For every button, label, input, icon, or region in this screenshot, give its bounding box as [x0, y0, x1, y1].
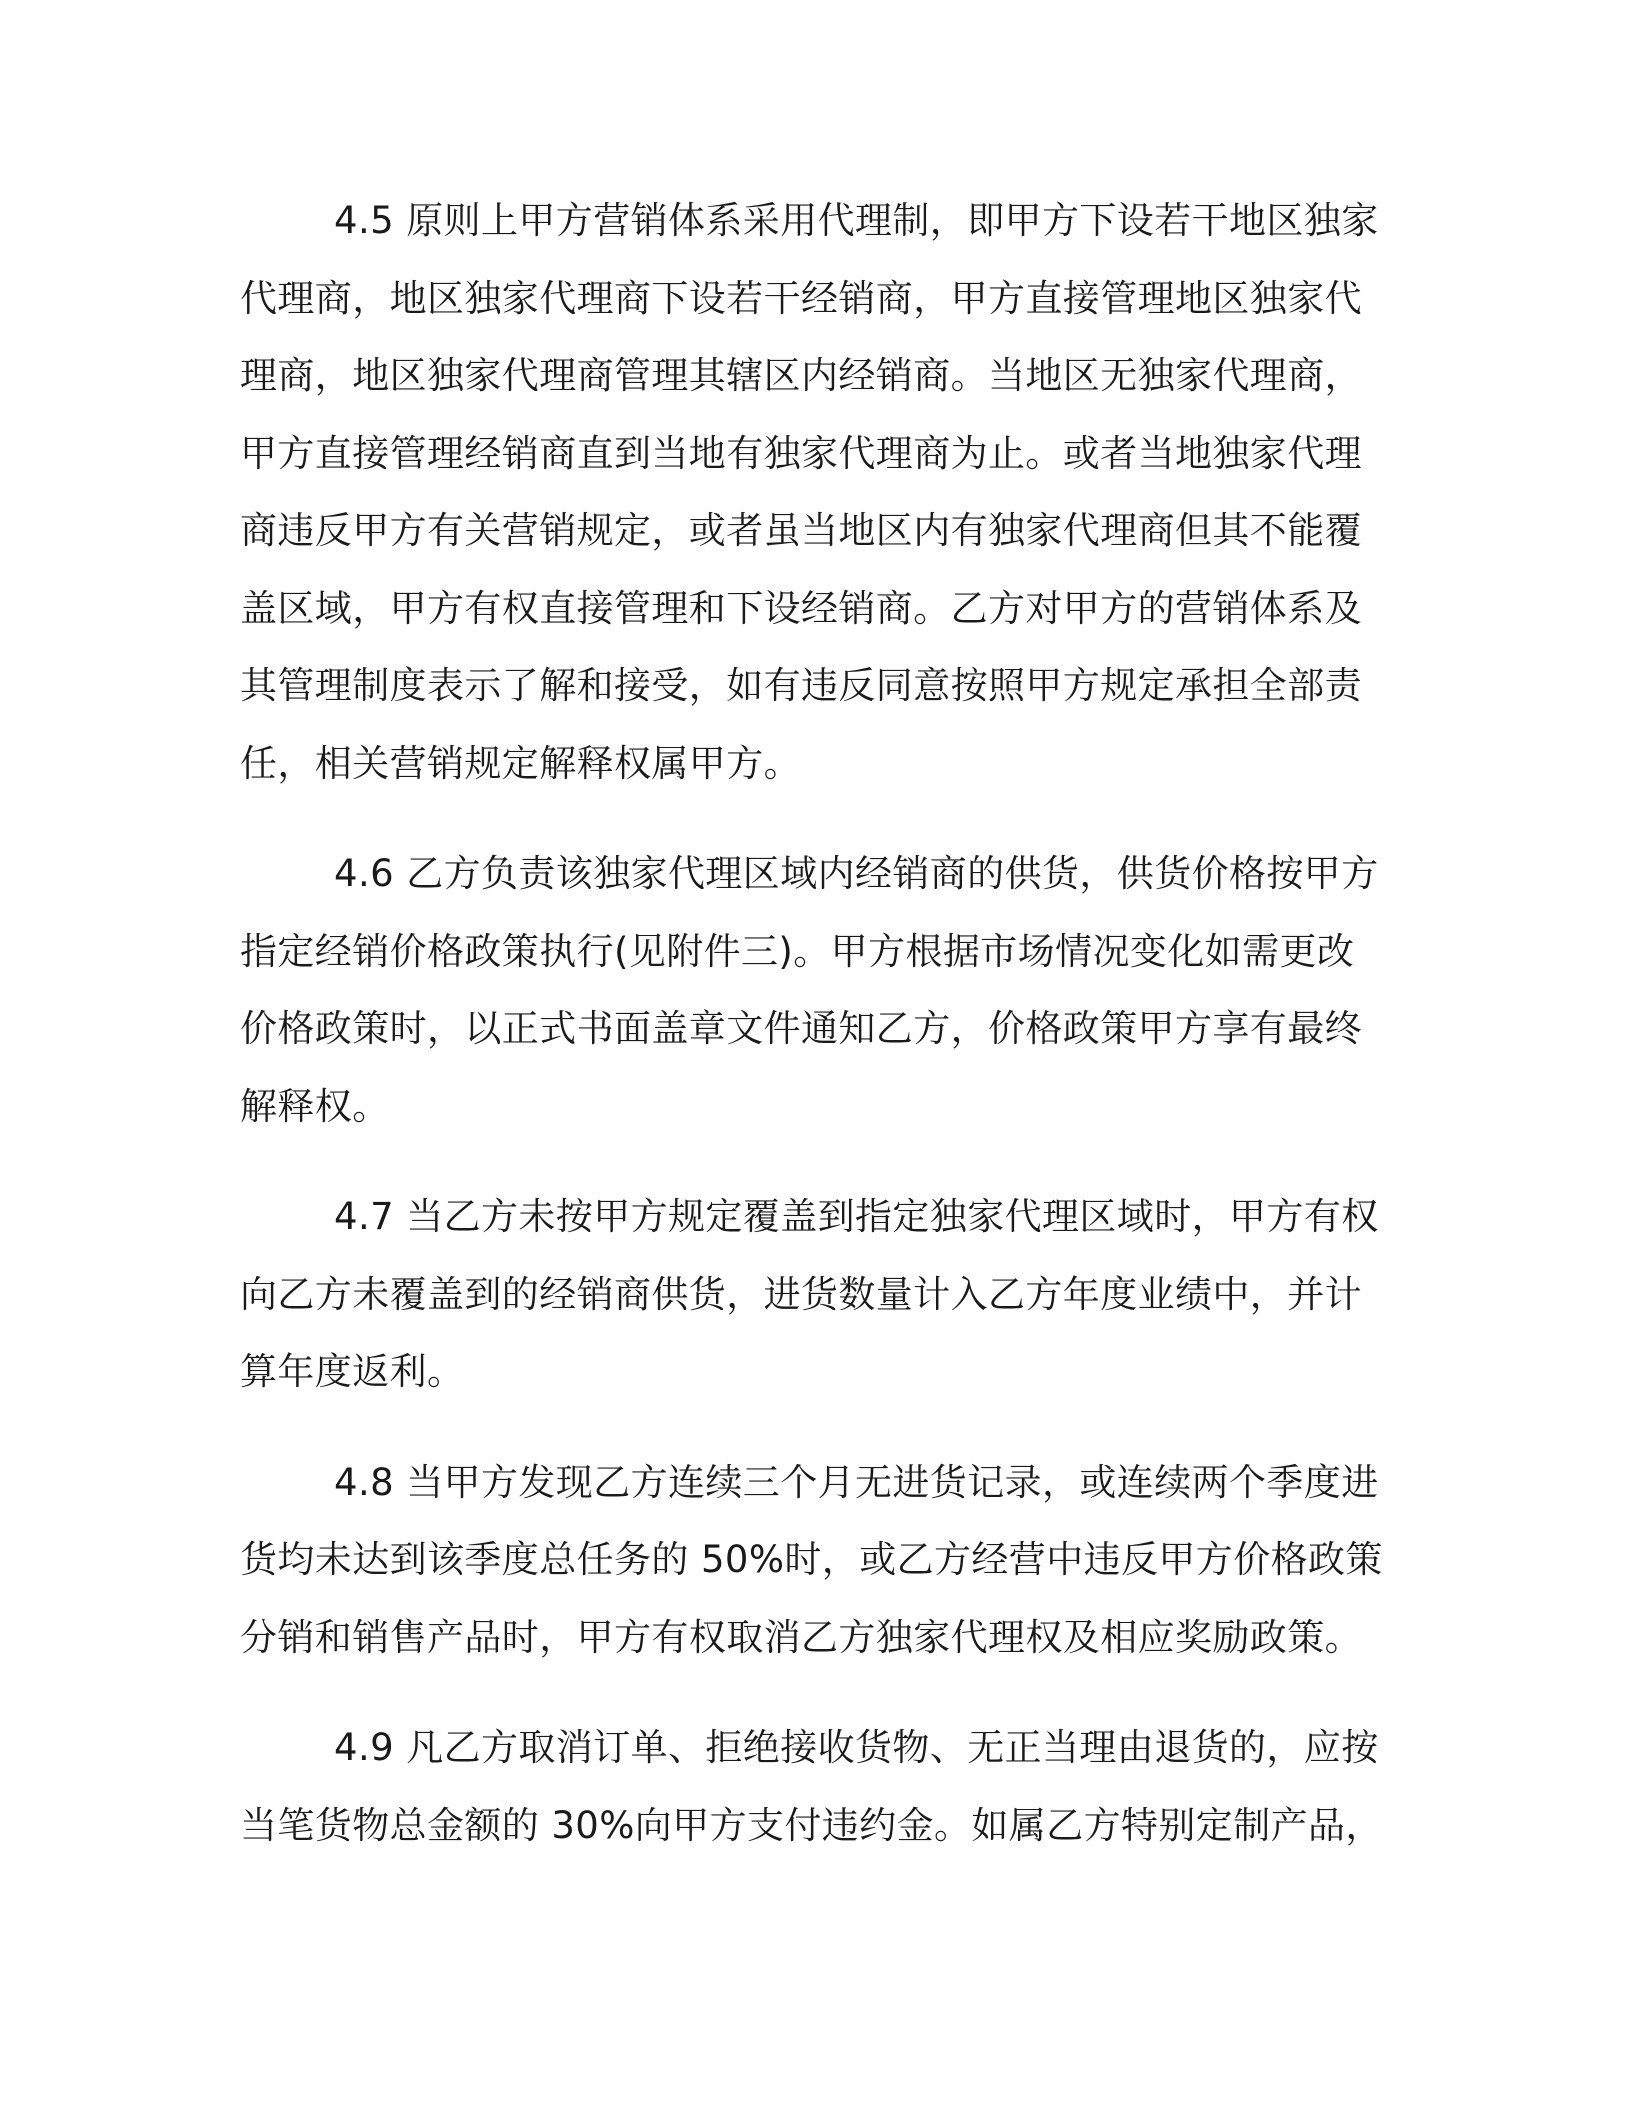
clause-4-5: 4.5 原则上甲方营销体系采用代理制，即甲方下设若干地区独家代理商，地区独家代理商下设若干经销商，甲方直接管理地区独家代理商，地区独家代理商管理其辖区内经销商。当地区无独家代理商，甲方直接管理经销商直到当地有独家代理商为止。或者当地独家代理商违反甲方有关营销规定，或者虽当地区内有独家代理商但其不能覆盖区域，甲方有权直接管理和下设经销商。乙方对甲方的营销体系及其管理制度表示了解和接受，如有违反同意按照甲方规定承担全部责任，相关营销规定解释权属甲方。 — [240, 199, 1379, 785]
clause-4-9: 4.9 凡乙方取消订单、拒绝接收货物、无正当理由退货的，应按当笔货物总金额的 30%向甲方支付违约金。如属乙方特别定制产品， — [240, 1726, 1383, 1847]
document-body — [240, 182, 1390, 1897]
clause-4-8: 4.8 当甲方发现乙方连续三个月无进货记录，或连续两个季度进货均未达到该季度总任务的 50%时，或乙方经营中违反甲方价格政策分销和销售产品时，甲方有权取消乙方独家代理权及相应奖励政策。 — [240, 1460, 1383, 1659]
clause-4-7: 4.7 当乙方未按甲方规定覆盖到指定独家代理区域时，甲方有权向乙方未覆盖到的经销商供货，进货数量计入乙方年度业绩中，并计算年度返利。 — [240, 1195, 1379, 1393]
clause-4-6: 4.6 乙方负责该独家代理区域内经销商的供货，供货价格按甲方指定经销价格政策执行(见附件三)。甲方根据市场情况变化如需更改价格政策时，以正式书面盖章文件通知乙方，价格政策甲方享有最终解释权。 — [240, 852, 1379, 1128]
